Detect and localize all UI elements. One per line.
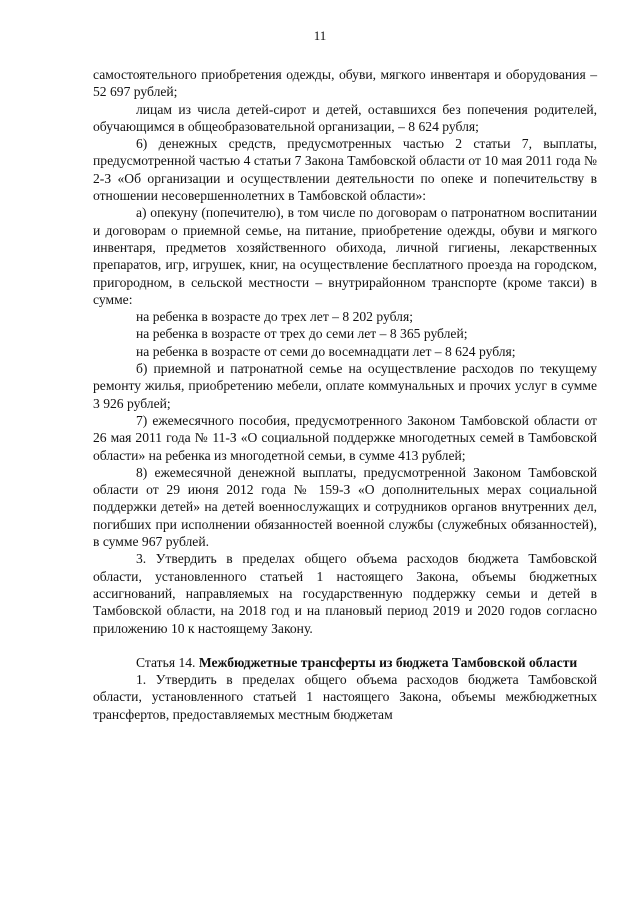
paragraph: б) приемной и патронатной семье на осуществление расходов по текущему ремонту жилья, приобретению мебели, оплате коммунальных и прочих услуг в сумме 3 926 рублей; — [93, 361, 597, 411]
paragraph: 3. Утвердить в пределах общего объема расходов бюджета Тамбовской области, установленного статьей 1 настоящего Закона, объемы бюджетных ассигнований, направляемых на государственную поддержку семьи и детей в Тамбовской области, на 2018 год и на плановый период 2019 и 2020 годов согласно приложению 10 к настоящему Закону. — [93, 551, 597, 636]
paragraph: на ребенка в возрасте от трех до семи лет – 8 365 рублей; — [136, 326, 468, 342]
paragraph: 6) денежных средств, предусмотренных частью 2 статьи 7, выплаты, предусмотренной частью 4 статьи 7 Закона Тамбовской области от 10 мая 2011 года № 2-З «Об организации и осуществлении деятельности по опеке и попечительству в отношении несовершеннолетних в Тамбовской области»: — [93, 136, 597, 204]
page-number: 11 — [313, 28, 327, 43]
paragraph: самостоятельного приобретения одежды, обуви, мягкого инвентаря и оборудования – 52 697 рублей; — [93, 67, 597, 100]
section-gap — [93, 637, 597, 654]
paragraph: лицам из числа детей-сирот и детей, оставшихся без попечения родителей, обучающимся в общеобразовательной организации, – 8 624 рубля; — [93, 101, 597, 134]
paragraph: а) опекуну (попечителю), в том числе по договорам о патронатном воспитании и договорам о приемной семье, на питание, приобретение одежды, обуви и мягкого инвентаря, предметов хозяйственного обихода, личной гигиены, лекарственных препаратов, игр, игрушек, книг, на осуществление бесплатного проезда на городском, пригородном, в сельской местности – внутрирайонном транспорте (кроме такси) в сумме: — [93, 205, 597, 307]
paragraph: 7) ежемесячного пособия, предусмотренного Законом Тамбовской области от 26 мая 2011 года № 11-З «О социальной поддержке многодетных семей в Тамбовской области» на ребенка из многодетной семьи, в сумме 413 рублей; — [93, 412, 597, 463]
article-title: Межбюджетные трансферты из бюджета Тамбовской области — [198, 654, 578, 670]
document-body — [93, 66, 597, 723]
paragraph: на ребенка в возрасте до трех лет – 8 202 рубля; — [136, 309, 413, 325]
paragraph: 1. Утвердить в пределах общего объема расходов бюджета Тамбовской области, установленного статьей 1 настоящего Закона, объемы межбюджетных трансфертов, предоставляемых местным бюджетам — [93, 672, 597, 722]
article-prefix: Статья 14. — [136, 654, 196, 670]
article-heading — [93, 654, 597, 671]
paragraph: 8) ежемесячной денежной выплаты, предусмотренной Законом Тамбовской области от 29 июня 2012 года № 159-З «О дополнительных мерах социальной поддержки детей» на детей военнослужащих и сотрудников органов внутренних дел, погибших при исполнении обязанностей военной службы (служебных обязанностей), в сумме 967 рублей. — [93, 464, 597, 550]
paragraph: на ребенка в возрасте от семи до восемнадцати лет – 8 624 рубля; — [136, 343, 516, 359]
